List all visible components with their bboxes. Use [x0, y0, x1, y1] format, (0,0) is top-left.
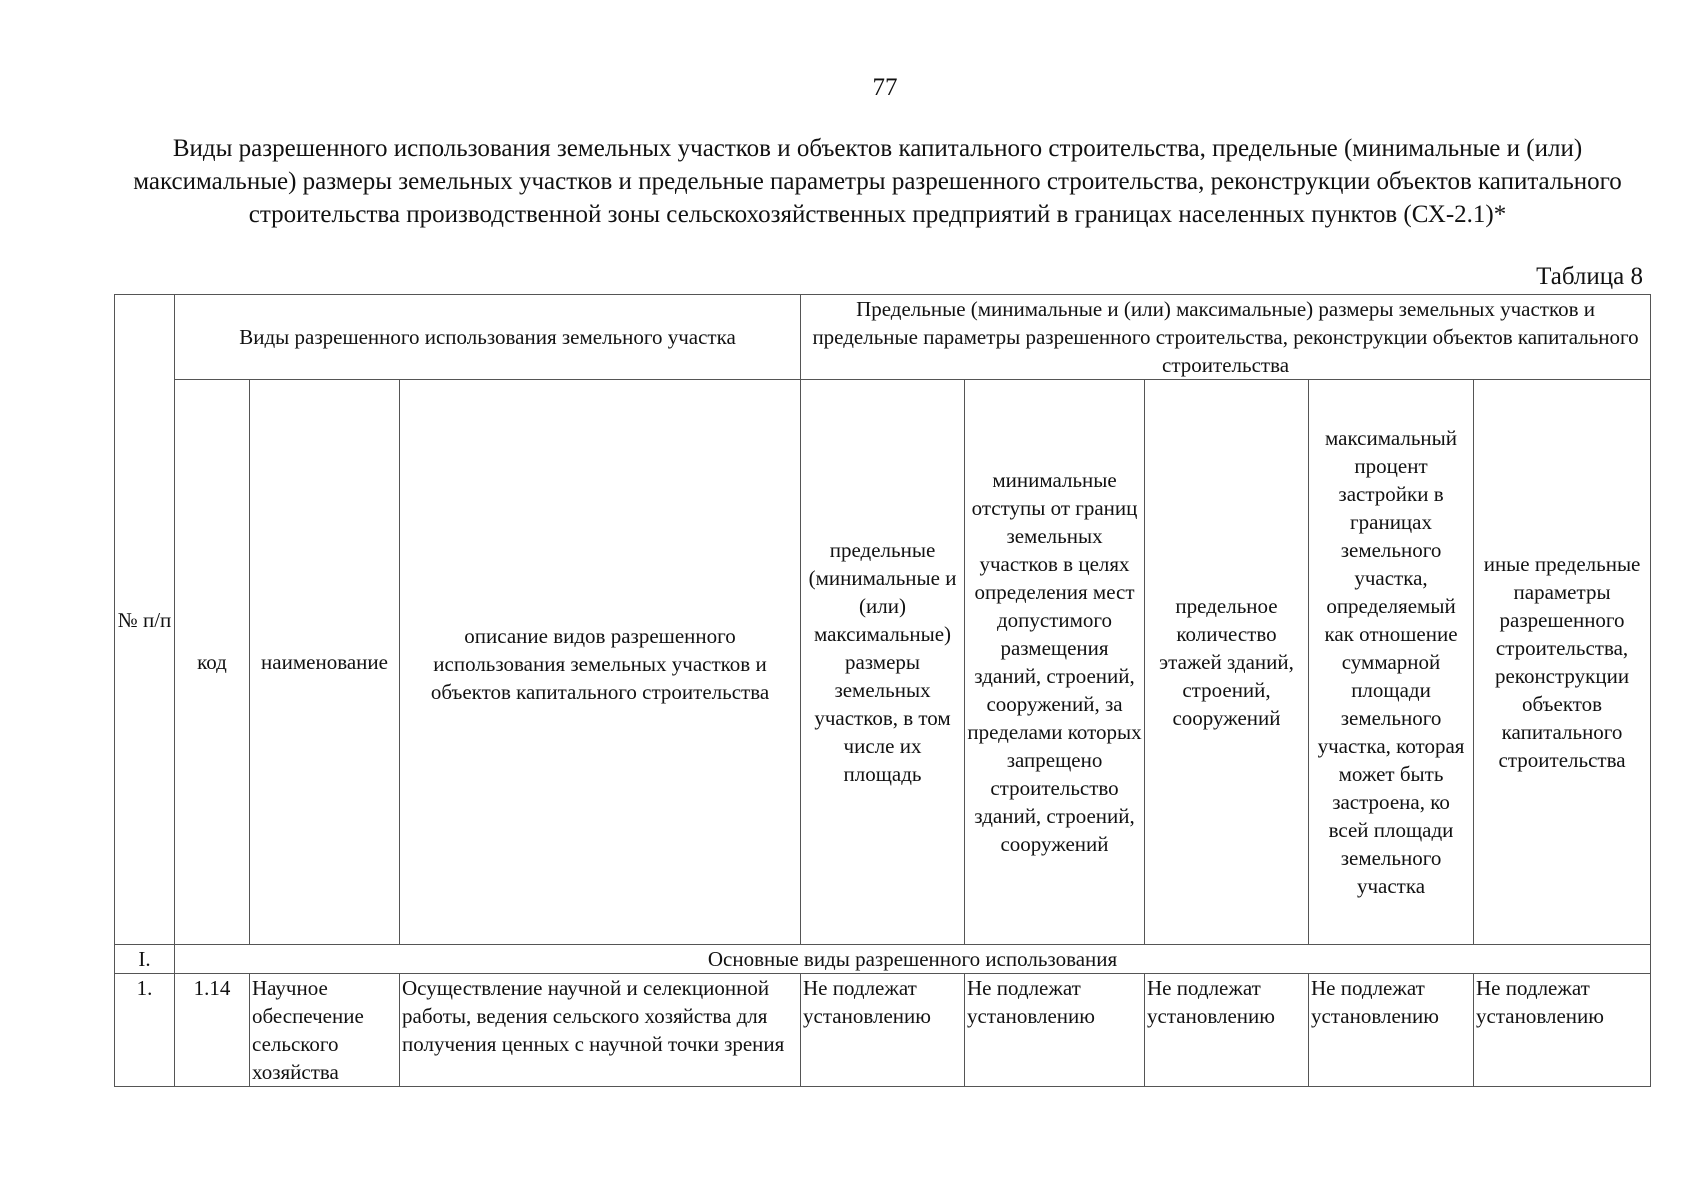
table-row — [115, 974, 1651, 1087]
row-code: 1.14 — [175, 974, 250, 1087]
row-number: 1. — [115, 974, 175, 1087]
header-columns-row — [115, 380, 1651, 945]
header-number: № п/п — [115, 295, 175, 945]
header-group-params: Предельные (минимальные и (или) максимальные) размеры земельных участков и предельные параметры разрешенного строительства, реконструкции объектов капитального строительства — [801, 295, 1651, 380]
row-coverage: Не подлежат установлению — [1309, 974, 1474, 1087]
header-floors: предельное количество этажей зданий, строений, сооружений — [1145, 380, 1309, 945]
row-setbacks: Не подлежат установлению — [965, 974, 1145, 1087]
section-row — [115, 945, 1651, 974]
page-number: 77 — [872, 74, 898, 101]
header-setbacks: минимальные отступы от границ земельных участков в целях определения мест допустимого размещения зданий, строений, сооружений, за пределами которых запрещено строительство зданий, строений, сооружений — [965, 380, 1145, 945]
section-title: Основные виды разрешенного использования — [175, 945, 1651, 974]
header-group-uses: Виды разрешенного использования земельного участка — [175, 295, 801, 380]
document-title: Виды разрешенного использования земельных участков и объектов капитального строительства, предельные (минимальные и (или) максимальные) размеры земельных участков и предельные параметры разрешенного строительства, реконструкции объектов капитального строительства производственной зоны сельскохозяйственных предприятий в границах населенных пунктов (СХ-2.1)* — [133, 135, 1622, 228]
header-plot-size: предельные (минимальные и (или) максимальные) размеры земельных участков, в том числе их площадь — [801, 380, 965, 945]
header-description: описание видов разрешенного использования земельных участков и объектов капитального строительства — [400, 380, 801, 945]
row-plot-size: Не подлежат установлению — [801, 974, 965, 1087]
table-caption: Таблица 8 — [1536, 263, 1643, 290]
header-name: наименование — [250, 380, 400, 945]
row-description: Осуществление научной и селекционной работы, ведения сельского хозяйства для получения ценных с научной точки зрения — [400, 974, 801, 1087]
header-group-row — [115, 295, 1651, 380]
land-use-table — [114, 294, 1651, 1087]
row-other: Не подлежат установлению — [1474, 974, 1651, 1087]
row-floors: Не подлежат установлению — [1145, 974, 1309, 1087]
row-name: Научное обеспечение сельского хозяйства — [250, 974, 400, 1087]
section-number: I. — [115, 945, 175, 974]
header-other: иные предельные параметры разрешенного строительства, реконструкции объектов капитального строительства — [1474, 380, 1651, 945]
header-coverage: максимальный процент застройки в границах земельного участка, определяемый как отношение суммарной площади земельного участка, которая может быть застроена, ко всей площади земельного участка — [1309, 380, 1474, 945]
header-code: код — [175, 380, 250, 945]
